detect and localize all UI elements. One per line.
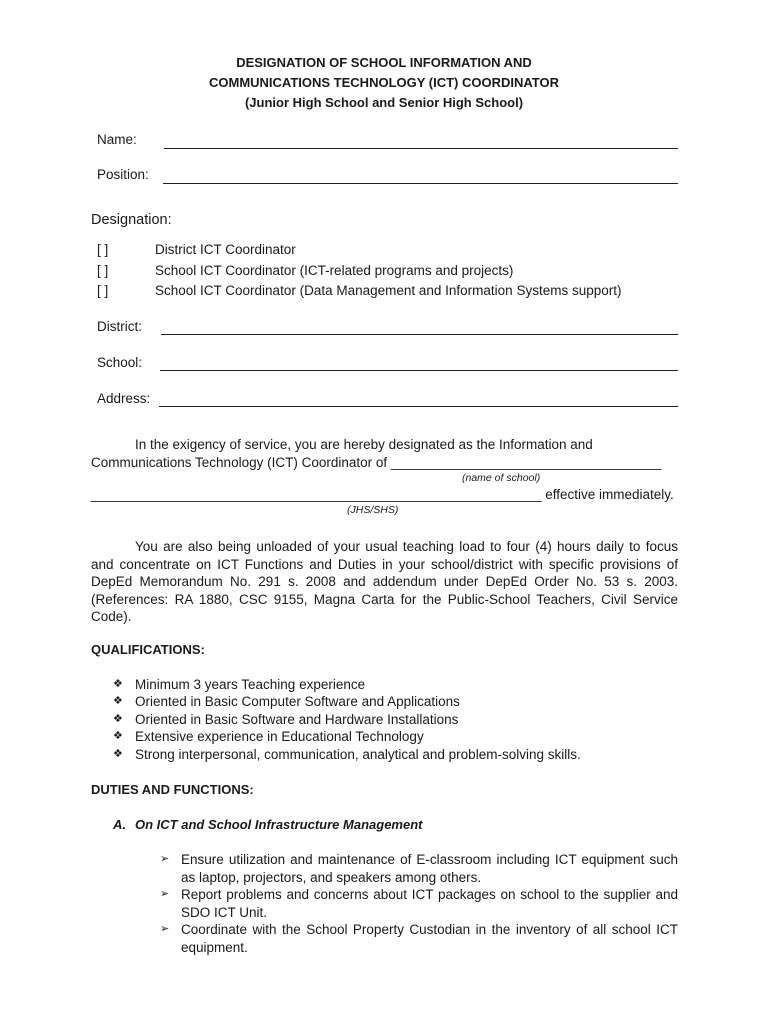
jhs-shs-hint: (JHS/SHS)	[347, 504, 399, 516]
address-field-line[interactable]	[159, 406, 678, 407]
district-field-line[interactable]	[161, 334, 678, 335]
arrow-bullet-icon: ➢	[160, 853, 170, 865]
option-label: School ICT Coordinator (Data Management and Information Systems support)	[155, 283, 622, 298]
name-label: Name:	[97, 132, 137, 147]
duty-item: ➢ Coordinate with the School Property Custodian in the inventory of all school ICT equipment.	[160, 922, 678, 955]
diamond-bullet-icon: ❖	[113, 712, 123, 725]
para1-line1: In the exigency of service, you are hereby designated as the Information and	[135, 437, 593, 452]
section-a-title: On ICT and School Infrastructure Management	[135, 817, 423, 832]
qualifications-heading: QUALIFICATIONS:	[91, 642, 205, 657]
position-field-line[interactable]	[163, 183, 678, 184]
designation-option-school-programs[interactable]	[97, 263, 697, 281]
district-label: District:	[97, 319, 142, 334]
name-of-school-hint: (name of school)	[462, 472, 541, 484]
checkbox-district[interactable]: [ ]	[97, 242, 109, 257]
designation-option-school-data[interactable]	[97, 283, 697, 301]
diamond-bullet-icon: ❖	[113, 678, 123, 690]
title-line-1: DESIGNATION OF SCHOOL INFORMATION AND	[236, 55, 532, 70]
diamond-bullet-icon: ❖	[113, 730, 123, 743]
position-label: Position:	[97, 167, 149, 182]
para1-line3: ____________________________________________________________ effective immediately.	[91, 487, 674, 502]
para2: You are also being unloaded of your usual teaching load to four (4) hours daily to focus and concentrate on ICT Functions and Duties in your school/district with specific provisions of DepEd Memorandum No. 291 s. 2008 and addendum under DepEd Order No. 53 s. 2003. (References: RA 1880, CSC 9155, Magna Carta for the Public-School Teachers, Civil Service Code).	[91, 539, 678, 624]
duty-item: ➢ Ensure utilization and maintenance of E-classroom including ICT equipment such as laptop, projectors, and speakers among others.	[160, 852, 678, 885]
diamond-bullet-icon: ❖	[113, 695, 123, 708]
option-label: District ICT Coordinator	[155, 242, 296, 257]
section-a-letter: A.	[113, 817, 126, 832]
designation-heading: Designation:	[91, 212, 172, 228]
address-label: Address:	[97, 391, 151, 406]
checkbox-school-programs[interactable]: [ ]	[97, 263, 109, 278]
title-line-3: (Junior High School and Senior High School)	[244, 95, 524, 110]
option-label: School ICT Coordinator (ICT-related programs and projects)	[155, 263, 514, 278]
checkbox-school-data[interactable]: [ ]	[97, 283, 109, 298]
school-field-line[interactable]	[160, 370, 678, 371]
designation-option-district[interactable]	[97, 242, 697, 260]
document-page: DESIGNATION OF SCHOOL INFORMATION AND COMMUNICATIONS TECHNOLOGY (ICT) COORDINATOR (Junior High School and Senior High School) Name: Position: Designation: [ ] District ICT Coordinator [ ] School ICT Coordinator (ICT-related programs and projects) [ ] School ICT Coordinator (Data Management and Information Systems support) District: School: Address: In the exigency of service, you are hereby designated as the Information and Communications Technology (ICT) Coordinator of ____________________________________ (name of school) ____________________________________________________________ effective immediately. (JHS/SHS) You are also being unloaded of your usual teaching load to four (4) hours daily to focus and concentrate on ICT Functions and Duties in your school/district with specific provisions of DepEd Memorandum No. 291 s. 2008 and addendum under DepEd Order No. 53 s. 2003. (References: RA 1880, CSC 9155, Magna Carta for the Public-School Teachers, Civil Service Code). QUALIFICATIONS: ❖ Minimum 3 years Teaching experience ❖ Oriented in Basic Computer Software and Applications ❖ Oriented in Basic Software and Hardware Installations ❖ Extensive experience in Educational Technology ❖ Strong interpersonal, communication, analytical and problem-solving skills. DUTIES AND FUNCTIONS: A. On ICT and School Infrastructure Management ➢ Ensure utilization and maintenance of E-classroom including ICT equipment such as laptop, projectors, and speakers among others. ➢ Report problems and concerns about ICT packages on school to the supplier and SDO ICT Unit. ➢ Coordinate with the School Property Custodian in the inventory of all school ICT equipment.	[0, 0, 768, 1024]
title-line-2: COMMUNICATIONS TECHNOLOGY (ICT) COORDINATOR	[208, 75, 560, 90]
school-label: School:	[97, 355, 143, 370]
para1-line2: Communications Technology (ICT) Coordinator of ____________________________________	[91, 455, 662, 470]
arrow-bullet-icon: ➢	[160, 888, 170, 900]
name-field-line[interactable]	[164, 148, 678, 149]
diamond-bullet-icon: ❖	[113, 747, 123, 760]
duties-heading: DUTIES AND FUNCTIONS:	[91, 782, 254, 797]
arrow-bullet-icon: ➢	[160, 923, 170, 935]
duty-item: ➢ Report problems and concerns about ICT packages on school to the supplier and SDO ICT Unit.	[160, 887, 678, 920]
